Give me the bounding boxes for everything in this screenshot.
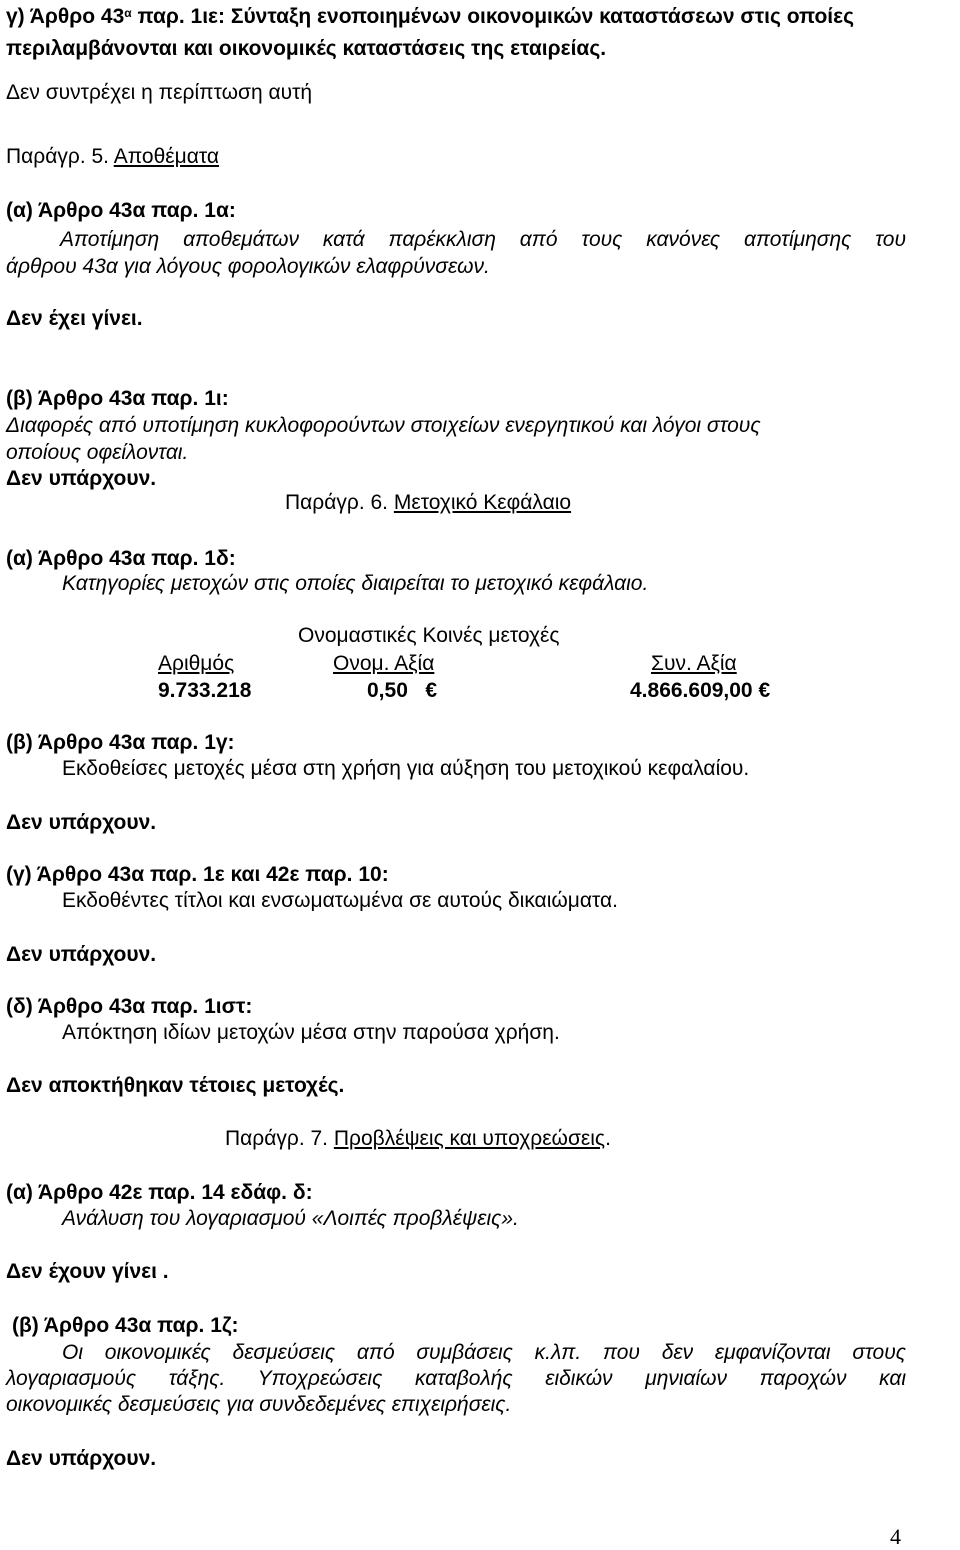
page-number: 4 <box>890 1524 901 1549</box>
shares-table-caption: Ονομαστικές Κοινές μετοχές <box>298 624 560 647</box>
par5-a-status: Δεν έχει γίνει. <box>6 307 143 330</box>
par5-a-heading: (α) Άρθρο 43α παρ. 1α: <box>6 199 236 222</box>
euro-icon: € <box>758 679 771 702</box>
section-g-text: Δεν συντρέχει η περίπτωση αυτή <box>6 81 313 104</box>
par5-b-text-line1: Διαφορές από υποτίμηση κυκλοφορούντων στοιχείων ενεργητικού και λόγοι στους <box>6 414 761 437</box>
shares-table-header-number: Αριθμός <box>158 652 235 675</box>
par6-c-text: Εκδοθέντες τίτλοι και ενσωματωμένα σε αυτούς δικαιώματα. <box>62 889 618 912</box>
section-g-heading: γ) Άρθρο $43^\alpha$ παρ. 1ιε: Σύνταξη ενοποιημένων οικονομικών καταστάσεων στις οποίες <box>6 5 855 28</box>
par6-a-heading: (α) Άρθρο 43α παρ. 1δ: <box>6 547 236 570</box>
par5-b-text-line2: οποίους οφείλονται. <box>6 441 189 464</box>
par6-d-heading: (δ) Άρθρο 43α παρ. 1ιστ: <box>6 995 253 1018</box>
shares-table-total: 4.866.609,00 € <box>630 679 771 702</box>
par6-a-text: Κατηγορίες μετοχών στις οποίες διαιρείται το μετοχικό κεφάλαιο. <box>62 572 649 595</box>
section-g-heading-line2: περιλαμβάνονται και οικονομικές καταστάσεις της εταιρείας. <box>6 37 607 60</box>
par6-b-text: Εκδοθείσες μετοχές μέσα στη χρήση για αύξηση του μετοχικού κεφαλαίου. <box>62 757 750 780</box>
par7-b-status: Δεν υπάρχουν. <box>6 1447 157 1470</box>
shares-table-header-total: Συν. Αξία <box>651 652 737 675</box>
par5-a-text-line1: Αποτίμηση αποθεμάτων κατά παρέκκλιση από τους κανόνες αποτίμησης του <box>60 228 906 251</box>
par5-b-status: Δεν υπάρχουν. <box>6 467 157 490</box>
par7-a-text: Ανάλυση του λογαριασμού «Λοιπές προβλέψεις». <box>62 1207 519 1230</box>
shares-table-nominal: 0,50 € <box>367 679 438 702</box>
par5-a-text-line2: άρθρου 43α για λόγους φορολογικών ελαφρύνσεων. <box>6 255 490 278</box>
shares-table-number: 9.733.218 <box>158 679 252 702</box>
par6-b-status: Δεν υπάρχουν. <box>6 811 157 834</box>
shares-table-header-nominal: Ονομ. Αξία <box>333 652 435 675</box>
par5-b-heading: (β) Άρθρο 43α παρ. 1ι: <box>6 387 229 410</box>
par7-heading: Παράγρ. 7. Προβλέψεις και υποχρεώσεις. <box>225 1127 611 1150</box>
par7-a-heading: (α) Άρθρο 42ε παρ. 14 εδάφ. δ: <box>6 1181 313 1204</box>
par6-c-heading: (γ) Άρθρο 43α παρ. 1ε και 42ε παρ. 10: <box>6 863 389 886</box>
par7-b-text-line1: Οι οικονομικές δεσμεύσεις από συμβάσεις κ.λπ. που δεν εμφανίζονται στους <box>62 1341 906 1364</box>
par7-b-heading: (β) Άρθρο 43α παρ. 1ζ: <box>12 1314 239 1337</box>
par7-b-text-line2: λογαριασμούς τάξης. Υποχρεώσεις καταβολής ειδικών μηνιαίων παροχών και <box>6 1367 906 1390</box>
par6-d-text: Απόκτηση ιδίων μετοχών μέσα στην παρούσα χρήση. <box>62 1021 560 1044</box>
par6-d-status: Δεν αποκτήθηκαν τέτοιες μετοχές. <box>6 1074 345 1097</box>
par6-c-status: Δεν υπάρχουν. <box>6 943 157 966</box>
par6-b-heading: (β) Άρθρο 43α παρ. 1γ: <box>6 731 235 754</box>
par6-heading: Παράγρ. 6. Μετοχικό Κεφάλαιο <box>285 491 572 514</box>
par7-a-status: Δεν έχουν γίνει . <box>6 1260 169 1283</box>
euro-icon: € <box>425 679 438 702</box>
par5-heading: Παράγρ. 5. Αποθέματα <box>6 145 220 168</box>
par7-b-text-line3: οικονομικές δεσμεύσεις για συνδεδεμένες επιχειρήσεις. <box>6 1393 512 1416</box>
